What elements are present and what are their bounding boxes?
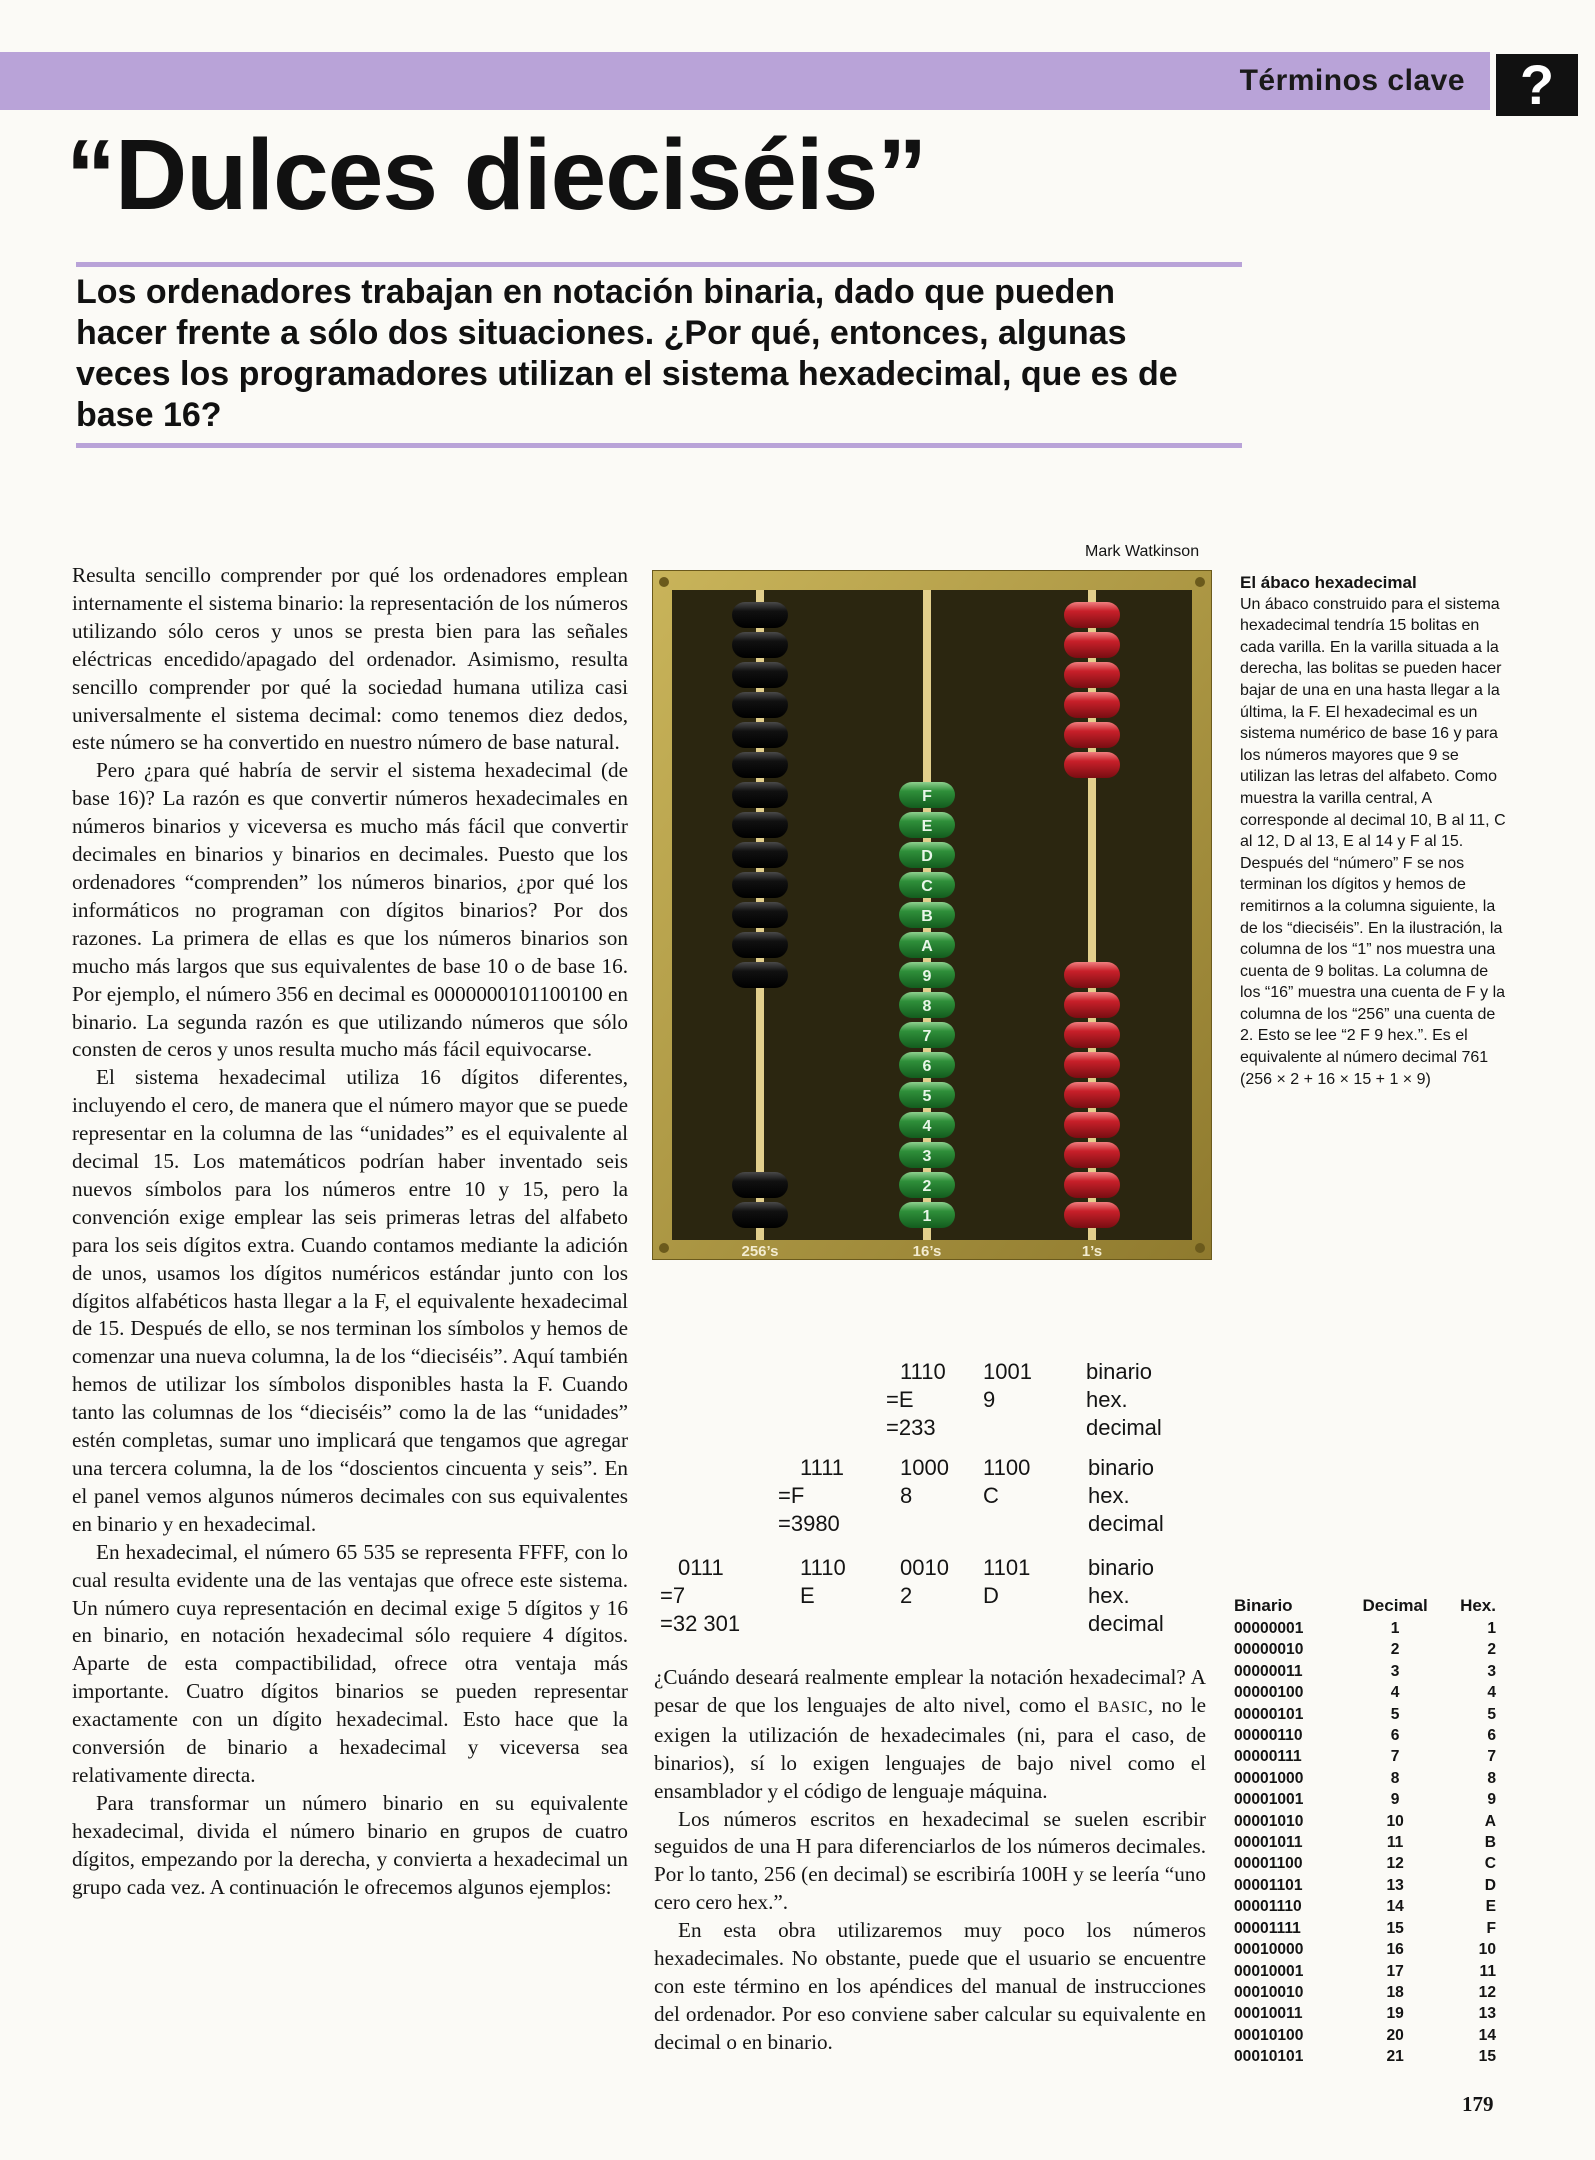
table-cell: 6 — [1487, 1727, 1496, 1745]
red-bead — [1064, 1022, 1120, 1048]
table-cell: 14 — [1478, 2026, 1496, 2044]
table-cell: 10 — [1478, 1941, 1496, 1959]
table-cell: 18 — [1386, 1983, 1404, 2001]
table-row — [1234, 1982, 1496, 2003]
green-bead-label: 7 — [922, 1028, 932, 1045]
caption-text: Un ábaco construido para el sistema hexadecimal tendría 15 bolitas en cada varilla. En la varilla situada a la derecha, las bolitas se pueden hacer bajar de una en una hasta llegar a la última, la F. El hexadecimal es un sistema numérico de base 16 y para los números mayores que 9 se utilizan las letras del alfabeto. Como muestra la varilla central, A corresponde al decimal 10, B al 11, C al 12, D al 13, E al 14 y F al 15. Después del “número” F se nos terminan los dígitos y hemos de remitirnos a la columna siguiente, la de los “dieciséis”. En la ilustración, la columna de los “1” nos muestra una cuenta de 9 bolitas. La columna de los “16” muestra una cuenta de F y la columna de los “256” una cuenta de 2. Esto se lee “2 F 9 hex.”. Es el equivalente al número decimal 761 (256 × 2 + 16 × 15 + 1 × 9) — [1240, 595, 1506, 1088]
black-bead — [732, 632, 788, 658]
black-bead-body — [732, 1172, 788, 1198]
table-cell: 6 — [1390, 1727, 1400, 1745]
table-row — [1234, 1853, 1496, 1874]
black-bead-body — [732, 842, 788, 868]
black-bead — [732, 812, 788, 838]
table-cell: 00001001 — [1234, 1791, 1304, 1809]
ex1-label-binario: binario — [1086, 1359, 1153, 1384]
body-paragraph — [654, 1664, 1206, 1806]
green-bead-label: C — [921, 878, 933, 895]
green-bead — [899, 1142, 955, 1168]
red-bead — [1064, 1052, 1120, 1078]
body-text: ¿Cuándo deseará realmente emplear la notación hexadecimal? A pesar de que los lenguajes de alto nivel, como el — [654, 1665, 1206, 1717]
ex2-decimal: =3980 — [778, 1511, 840, 1536]
table-cell: 10 — [1386, 1812, 1404, 1830]
green-bead-label: A — [921, 938, 933, 955]
table-cell: 00001011 — [1234, 1834, 1303, 1852]
ex3-hex2: E — [800, 1583, 815, 1608]
body-paragraph: Para transformar un número binario en su equivalente hexadecimal, divida el número binario en grupos de cuatro dígitos, empezando por la derecha, y convierta a hexadecimal un grupo cada vez. A continuación le ofrecemos algunos ejemplos: — [72, 1790, 628, 1899]
black-bead — [732, 1202, 788, 1228]
body-column-1 — [72, 562, 628, 1902]
ex3-label-hex: hex. — [1088, 1583, 1130, 1608]
table-cell: 13 — [1386, 1876, 1404, 1894]
body-paragraph: Los números escritos en hexadecimal se suelen escribir seguidos de una H para diferenciarlos de los números decimales. Por lo tanto, 256 (en decimal) se escribiría 100H y se leería “uno cero cero hex.”. — [654, 1806, 1206, 1915]
table-cell: E — [1485, 1898, 1496, 1916]
red-bead-body — [1064, 692, 1120, 718]
table-cell: 7 — [1390, 1748, 1400, 1766]
table-cell: 00001010 — [1234, 1812, 1304, 1830]
table-cell: 8 — [1390, 1769, 1400, 1787]
table-cell: 00000010 — [1234, 1641, 1304, 1659]
body-paragraph: Pero ¿para qué habría de servir el sistema hexadecimal (de base 16)? La razón es que convertir números hexadecimales en números binarios y viceversa es mucho más fácil que convertir decimales en binarios y binarios en decimales. Puesto que los ordenadores “comprenden” los números binarios, ¿por qué los informáticos no programan con dígitos binarios? Por dos razones. La primera de ellas es que los números binarios son mucho más largos que sus equivalentes de base 10 o de base 16. Por ejemplo, el número 356 en decimal es 0000000101100100 en binario. La segunda razón es que utilizando números que sólo consten de ceros y unos resulta mucho más fácil equivocarse. — [72, 758, 628, 1062]
black-bead — [732, 932, 788, 958]
black-bead-body — [732, 902, 788, 928]
table-row — [1234, 2046, 1496, 2067]
ex2-hex3: C — [983, 1483, 999, 1508]
black-bead-body — [732, 1202, 788, 1228]
question-mark-icon: ? — [1496, 54, 1578, 116]
table-cell: C — [1484, 1855, 1496, 1873]
ex3-decimal: =32 301 — [660, 1611, 741, 1636]
column-label-1: 1’s — [1081, 1243, 1103, 1260]
red-bead-body — [1064, 962, 1120, 988]
table-row — [1234, 1639, 1496, 1660]
red-bead — [1064, 1112, 1120, 1138]
table-cell: 11 — [1386, 1834, 1404, 1852]
black-bead-body — [732, 632, 788, 658]
green-bead — [899, 782, 955, 808]
table-row — [1234, 1875, 1496, 1896]
green-bead — [899, 1052, 955, 1078]
table-cell: 00000110 — [1234, 1727, 1303, 1745]
red-bead — [1064, 602, 1120, 628]
table-cell: 5 — [1390, 1705, 1400, 1723]
intro-bottom-rule — [76, 443, 1242, 448]
table-row — [1234, 1746, 1496, 1767]
frame-screw — [1195, 577, 1205, 587]
red-bead-body — [1064, 1052, 1120, 1078]
ex2-hex2: 8 — [900, 1483, 913, 1508]
red-bead-body — [1064, 992, 1120, 1018]
table-cell: 00001111 — [1234, 1919, 1301, 1937]
table-row — [1234, 1661, 1496, 1682]
figure-caption — [1240, 572, 1510, 1090]
green-bead-label: 8 — [922, 998, 932, 1015]
ex3-hex4: D — [983, 1583, 999, 1608]
ex3-label-binario: binario — [1088, 1555, 1155, 1580]
black-bead-body — [732, 932, 788, 958]
ex1-label-decimal: decimal — [1086, 1415, 1162, 1440]
table-cell: 2 — [1487, 1641, 1496, 1659]
black-bead-body — [732, 692, 788, 718]
body-paragraph: Resulta sencillo comprender por qué los ordenadores emplean internamente el sistema binario: la representación de los números utilizando sólo ceros y unos se presta bien para las señales eléctricas encedido/apagado del ordenador. Asimismo, resulta sencillo comprender por qué la sociedad humana utiliza casi universalmente el sistema decimal: como tenemos diez dedos, este número se ha convertido en nuestro número de base natural. — [72, 563, 628, 755]
illustration-credit: Mark Watkinson — [1085, 543, 1200, 560]
table-cell: 16 — [1386, 1941, 1404, 1959]
green-bead-label: F — [922, 788, 932, 805]
ex1-hex1: =E — [886, 1387, 914, 1412]
black-bead — [732, 722, 788, 748]
page-number: 179 — [1462, 2092, 1494, 2116]
black-bead-body — [732, 662, 788, 688]
table-cell: 20 — [1386, 2026, 1404, 2044]
red-bead — [1064, 692, 1120, 718]
green-bead — [899, 962, 955, 988]
table-cell: 4 — [1390, 1684, 1400, 1702]
table-row — [1234, 1682, 1496, 1703]
green-bead — [899, 932, 955, 958]
table-cell: 3 — [1390, 1662, 1400, 1680]
page-title: “Dulces dieciséis” — [66, 119, 927, 231]
table-cell: 00010011 — [1234, 2005, 1303, 2023]
caption-title: El ábaco hexadecimal — [1240, 573, 1417, 592]
table-cell: 11 — [1479, 1962, 1496, 1980]
green-bead-label: 3 — [922, 1148, 932, 1165]
green-bead-label: 2 — [922, 1178, 932, 1195]
red-bead-body — [1064, 722, 1120, 748]
ex2-hex1: =F — [778, 1483, 805, 1508]
ex3-group2: 1110 — [800, 1555, 846, 1580]
table-cell: 00000100 — [1234, 1684, 1304, 1702]
ex2-label-hex: hex. — [1088, 1483, 1130, 1508]
body-text: , no le exigen la utilización de hexadecimales (ni, para el caso, de binarios), sí lo exigen lenguajes de bajo nivel como el ensamblador y el código de lenguaje máquina. — [654, 1692, 1206, 1803]
table-cell: 21 — [1386, 2048, 1404, 2066]
green-bead-label: E — [921, 818, 933, 835]
red-bead — [1064, 1142, 1120, 1168]
conversion-table — [1234, 1596, 1496, 2068]
table-cell: 7 — [1487, 1748, 1496, 1766]
ex1-group2: 1001 — [983, 1359, 1032, 1384]
table-cell: 00001100 — [1234, 1855, 1303, 1873]
table-cell: 00010100 — [1234, 2026, 1304, 2044]
ex2-group3: 1100 — [983, 1455, 1031, 1480]
red-bead-body — [1064, 1022, 1120, 1048]
red-bead-body — [1064, 632, 1120, 658]
green-bead-label: 4 — [922, 1118, 932, 1135]
green-bead-label: 6 — [922, 1058, 932, 1075]
table-cell: 9 — [1487, 1791, 1496, 1809]
ex2-label-decimal: decimal — [1088, 1511, 1164, 1536]
body-paragraph: En hexadecimal, el número 65 535 se representa FFFF, con lo cual resulta evidente una de las ventajas que ofrece este sistema. Un número cuya representación en decimal exige 5 dígitos y 16 en binario, en notación hexadecimal sólo requiere 4 dígitos. Aparte de esta compactibilidad, ofrece otra ventaja más importante. Cuatro dígitos binarios se pueden representar exactamente con un dígito hexadecimal. Esto hace que la conversión de binario a hexadecimal y viceversa sea relativamente directa. — [72, 1539, 628, 1787]
frame-screw — [1195, 1243, 1205, 1253]
red-bead-body — [1064, 752, 1120, 778]
table-cell: D — [1484, 1876, 1496, 1894]
table-row — [1234, 1939, 1496, 1960]
ex3-label-decimal: decimal — [1088, 1611, 1164, 1636]
table-cell: 00010010 — [1234, 1983, 1304, 2001]
ex1-decimal: =233 — [886, 1415, 936, 1440]
black-bead — [732, 962, 788, 988]
table-cell: 17 — [1386, 1962, 1404, 1980]
green-bead-label: B — [921, 908, 933, 925]
black-bead-body — [732, 722, 788, 748]
section-label: Términos clave — [1239, 64, 1465, 97]
black-bead — [732, 902, 788, 928]
green-bead — [899, 872, 955, 898]
column-label-16: 16’s — [912, 1243, 942, 1260]
table-cell: 9 — [1390, 1791, 1400, 1809]
red-bead — [1064, 752, 1120, 778]
black-bead-body — [732, 872, 788, 898]
intro-top-rule — [76, 262, 1242, 267]
red-bead-body — [1064, 602, 1120, 628]
table-cell: 1 — [1487, 1620, 1496, 1637]
table-cell: 3 — [1487, 1662, 1496, 1680]
black-bead-body — [732, 962, 788, 988]
table-cell: 00010000 — [1234, 1941, 1304, 1959]
red-bead — [1064, 632, 1120, 658]
black-bead-body — [732, 602, 788, 628]
red-bead-body — [1064, 662, 1120, 688]
green-bead — [899, 1022, 955, 1048]
green-bead-label: 1 — [922, 1208, 932, 1225]
red-bead — [1064, 1082, 1120, 1108]
green-bead — [899, 1082, 955, 1108]
ex3-group1: 0111 — [678, 1555, 724, 1580]
table-cell: 00000011 — [1234, 1662, 1303, 1680]
table-row — [1234, 1832, 1496, 1853]
ex2-group1: 1111 — [800, 1455, 845, 1480]
intro-text: Los ordenadores trabajan en notación binaria, dado que pueden hacer frente a sólo dos situaciones. ¿Por qué, entonces, algunas veces los programadores utilizan el sistema hexadecimal, que es de base 16? — [76, 273, 1178, 434]
table-row — [1234, 1768, 1496, 1789]
green-bead — [899, 1202, 955, 1228]
red-bead-body — [1064, 1142, 1120, 1168]
table-cell: 14 — [1386, 1898, 1404, 1916]
black-bead — [732, 662, 788, 688]
table-row — [1234, 1811, 1496, 1832]
red-bead — [1064, 722, 1120, 748]
table-cell: 1 — [1390, 1620, 1400, 1637]
table-row — [1234, 1704, 1496, 1725]
red-bead-body — [1064, 1082, 1120, 1108]
black-bead — [732, 842, 788, 868]
table-row — [1234, 1618, 1496, 1639]
table-header-binario: Binario — [1234, 1596, 1293, 1615]
table-cell: 2 — [1390, 1641, 1400, 1659]
red-bead — [1064, 1202, 1120, 1228]
ex3-group4: 1101 — [983, 1555, 1031, 1580]
black-bead-body — [732, 782, 788, 808]
black-bead — [732, 872, 788, 898]
table-cell: 5 — [1487, 1705, 1496, 1723]
green-bead-label: 5 — [922, 1088, 932, 1105]
green-bead-label: D — [921, 848, 933, 865]
table-cell: B — [1484, 1834, 1496, 1852]
table-row — [1234, 1918, 1496, 1939]
body-paragraph: En esta obra utilizaremos muy poco los números hexadecimales. No obstante, puede que el usuario se encuentre con este término en los apéndices del manual de instrucciones del ordenador. Por eso conviene saber calcular su equivalente en decimal o en binario. — [654, 1918, 1206, 2054]
black-bead — [732, 782, 788, 808]
table-row — [1234, 1789, 1496, 1810]
green-bead — [899, 992, 955, 1018]
conversion-examples — [654, 1358, 1214, 1643]
table-cell: 15 — [1478, 2048, 1496, 2066]
ex1-group1: 1110 — [900, 1359, 946, 1384]
frame-screw — [659, 577, 669, 587]
table-cell: 8 — [1487, 1769, 1496, 1787]
table-cell: 13 — [1478, 2005, 1496, 2023]
red-bead — [1064, 662, 1120, 688]
hexadecimal-abacus-illustration — [652, 570, 1212, 1260]
black-bead — [732, 752, 788, 778]
table-cell: 12 — [1386, 1855, 1404, 1873]
table-cell: 00001000 — [1234, 1769, 1304, 1787]
table-cell: F — [1486, 1919, 1496, 1937]
basic-term: BASIC — [1097, 1698, 1148, 1716]
table-row — [1234, 1961, 1496, 1982]
table-cell: 4 — [1487, 1684, 1496, 1702]
green-bead — [899, 902, 955, 928]
red-bead-body — [1064, 1112, 1120, 1138]
table-cell: 00010001 — [1234, 1962, 1304, 1980]
green-bead — [899, 812, 955, 838]
green-bead — [899, 842, 955, 868]
table-cell: 15 — [1386, 1919, 1404, 1937]
table-header-hex: Hex. — [1460, 1596, 1496, 1615]
body-paragraph: El sistema hexadecimal utiliza 16 dígitos diferentes, incluyendo el cero, de manera que el número mayor que se puede representar en la columna de las “unidades” es el equivalente al decimal 15. Los matemáticos podrían haber inventado seis nuevos símbolos para los números entre 10 y 15, pero la convención exige emplear las seis primeras letras del alfabeto para los seis dígitos extra. Cuando contamos mediante la adición de unos, usamos los dígitos numéricos estándar junto con los dígitos alfabéticos hasta llegar a la F, el equivalente hexadecimal de 15. Después de ello, se nos terminan los símbolos y hemos de comenzar una nueva columna, la de los “dieciséis”. Aquí también hemos de utilizar los símbolos disponibles hasta la F. Cuando tanto las columnas de los “dieciséis” como la de las “unidades” estén completas, sumar uno implicará que tengamos que agregar una tercera columna, la de los “doscientos cincuenta y seis”. En el panel vemos algunos números decimales con sus equivalentes en binario y en hexadecimal. — [72, 1065, 628, 1536]
red-bead-body — [1064, 1202, 1120, 1228]
column-label-256: 256’s — [741, 1243, 779, 1260]
table-cell: 00001101 — [1234, 1876, 1303, 1894]
table-row — [1234, 1896, 1496, 1917]
table-cell: 00000111 — [1234, 1748, 1302, 1766]
ex3-hex3: 2 — [900, 1583, 913, 1608]
red-bead — [1064, 962, 1120, 988]
ex1-label-hex: hex. — [1086, 1387, 1128, 1412]
red-bead — [1064, 1172, 1120, 1198]
table-row — [1234, 2025, 1496, 2046]
black-bead — [732, 602, 788, 628]
table-cell: 00000001 — [1234, 1620, 1304, 1637]
black-bead — [732, 1172, 788, 1198]
green-bead-label: 9 — [922, 968, 932, 985]
black-bead-body — [732, 812, 788, 838]
body-column-2 — [654, 1664, 1206, 2057]
table-header-decimal: Decimal — [1362, 1596, 1428, 1615]
ex2-label-binario: binario — [1088, 1455, 1155, 1480]
table-row — [1234, 1725, 1496, 1746]
table-row — [1234, 2003, 1496, 2024]
table-cell: 00010101 — [1234, 2048, 1304, 2066]
ex2-group2: 1000 — [900, 1455, 949, 1480]
black-bead-body — [732, 752, 788, 778]
black-bead — [732, 692, 788, 718]
ex3-hex1: =7 — [660, 1583, 686, 1608]
ex3-group3: 0010 — [900, 1555, 949, 1580]
frame-screw — [659, 1243, 669, 1253]
red-bead-body — [1064, 1172, 1120, 1198]
table-cell: 00000101 — [1234, 1705, 1304, 1723]
table-cell: 00001110 — [1234, 1898, 1302, 1916]
ex1-hex2: 9 — [983, 1387, 996, 1412]
green-bead — [899, 1172, 955, 1198]
table-cell: 12 — [1478, 1983, 1496, 2001]
table-cell: 19 — [1386, 2005, 1404, 2023]
green-bead — [899, 1112, 955, 1138]
red-bead — [1064, 992, 1120, 1018]
table-cell: A — [1484, 1812, 1496, 1830]
